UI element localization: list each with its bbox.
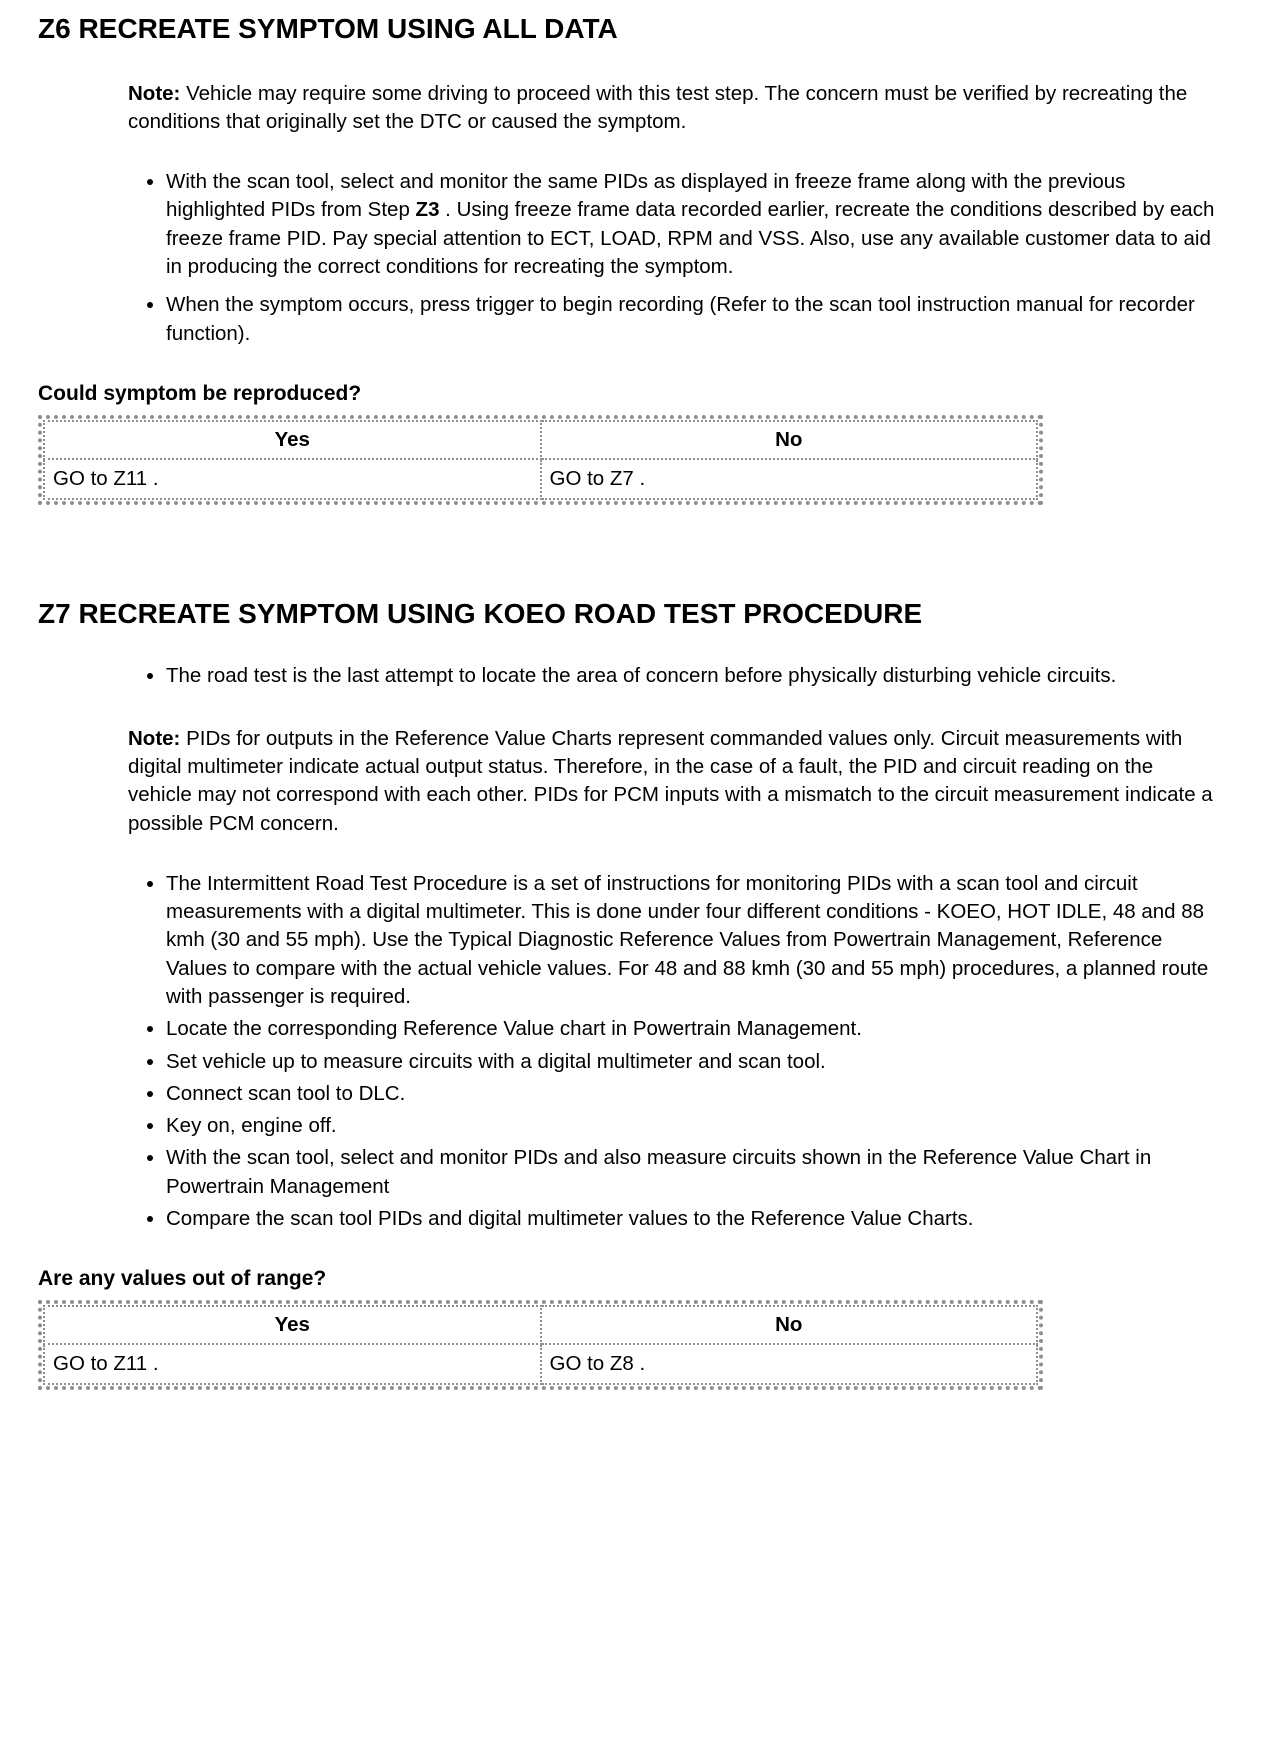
section-z6: [38, 12, 1230, 505]
z7-bullet-5: [166, 1112, 1230, 1140]
z6-decision-table-frame: [38, 415, 1043, 505]
z6-question: Could symptom be reproduced?: [38, 381, 362, 405]
z7-bullet-4-text: Connect scan tool to DLC.: [166, 1081, 406, 1105]
z6-table-cell-no: GO to Z7 .: [541, 459, 1038, 499]
z6-bullet-list: [38, 168, 1230, 348]
z6-table-header-row: [44, 421, 1037, 459]
z7-bullet-7-text: Compare the scan tool PIDs and digital multimeter values to the Reference Value Charts.: [166, 1206, 974, 1230]
z7-bullet-3: [166, 1048, 1230, 1076]
z6-decision-table: [43, 420, 1038, 500]
z7-bullet-list: [38, 870, 1230, 1233]
z6-bullet-1-pre: With the scan tool, select and monitor the same PIDs as displayed in freeze frame along with the previous highlighted PIDs from Step: [166, 170, 1126, 222]
z7-table-row: [44, 1344, 1037, 1384]
z7-note-label: Note:: [128, 726, 181, 750]
z7-lead-bullet-text: The road test is the last attempt to locate the area of concern before physically disturbing vehicle circuits.: [166, 664, 1117, 688]
z7-table-cell-yes: GO to Z11 .: [44, 1344, 541, 1384]
z7-table-header-yes: Yes: [44, 1306, 541, 1344]
z6-table-cell-yes: GO to Z11 .: [44, 459, 541, 499]
z6-bullet-1-post: . Using freeze frame data recorded earlier, recreate the conditions described by each freeze frame PID. Pay special attention to ECT, LOAD, RPM and VSS. Also, use any available customer data to aid in producing the correct conditions for recreating the symptom.: [166, 198, 1215, 278]
z7-bullet-3-text: Set vehicle up to measure circuits with a digital multimeter and scan tool.: [166, 1049, 826, 1073]
z6-table-row: [44, 459, 1037, 499]
z7-decision-table-frame: [38, 1300, 1043, 1390]
z6-table-header-no: No: [541, 421, 1038, 459]
z7-table-header-no: No: [541, 1306, 1038, 1344]
z6-bullet-2: [166, 291, 1230, 348]
z7-note-text: PIDs for outputs in the Reference Value Charts represent commanded values only. Circuit measurements with digital multimeter indicate actual output status. Therefore, in the case of a fault, the PID and circuit reading on the vehicle may not correspond with each other. PIDs for PCM inputs with a mismatch to the circuit measurement indicate a possible PCM concern.: [128, 726, 1213, 835]
section-z7: [38, 597, 1230, 1390]
z7-bullet-7: [166, 1205, 1230, 1233]
z7-question: Are any values out of range?: [38, 1267, 327, 1291]
z7-bullet-6: [166, 1144, 1230, 1201]
z7-bullet-1: [166, 870, 1230, 1011]
z7-bullet-6-text: With the scan tool, select and monitor PIDs and also measure circuits shown in the Reference Value Chart in Powertrain Management: [166, 1146, 1152, 1198]
z7-section-title: Z7 RECREATE SYMPTOM USING KOEO ROAD TEST PROCEDURE: [38, 597, 923, 629]
z7-note-paragraph: [128, 725, 1220, 838]
z6-note-paragraph: [128, 80, 1220, 137]
z7-lead-bullet-list: [38, 662, 1230, 690]
z6-table-header-yes: Yes: [44, 421, 541, 459]
z6-bullet-1-step-ref: Z3: [415, 198, 440, 222]
z6-section-title: Z6 RECREATE SYMPTOM USING ALL DATA: [38, 13, 618, 44]
z6-note-text: Vehicle may require some driving to proceed with this test step. The concern must be verified by recreating the conditions that originally set the DTC or caused the symptom.: [128, 81, 1188, 133]
z7-table-cell-no: GO to Z8 .: [541, 1344, 1038, 1384]
z7-bullet-4: [166, 1080, 1230, 1108]
z7-lead-bullet: [166, 662, 1230, 690]
z6-bullet-1: [166, 168, 1230, 281]
z7-bullet-5-text: Key on, engine off.: [166, 1114, 337, 1138]
z7-bullet-2: [166, 1015, 1230, 1043]
z6-bullet-2-text: When the symptom occurs, press trigger to begin recording (Refer to the scan tool instruction manual for recorder function).: [166, 293, 1195, 345]
z7-decision-table: [43, 1305, 1038, 1385]
z6-note-label: Note:: [128, 81, 181, 105]
z7-bullet-2-text: Locate the corresponding Reference Value chart in Powertrain Management.: [166, 1017, 862, 1041]
z7-table-header-row: [44, 1306, 1037, 1344]
z7-bullet-1-text: The Intermittent Road Test Procedure is a set of instructions for monitoring PIDs with a scan tool and circuit measurements with a digital multimeter. This is done under four different conditions - KOEO, HOT IDLE, 48 and 88 kmh (30 and 55 mph). Use the Typical Diagnostic Reference Values from Powertrain Management, Reference Values to compare with the actual vehicle values. For 48 and 88 kmh (30 and 55 mph) procedures, a planned route with passenger is required.: [166, 871, 1209, 1008]
